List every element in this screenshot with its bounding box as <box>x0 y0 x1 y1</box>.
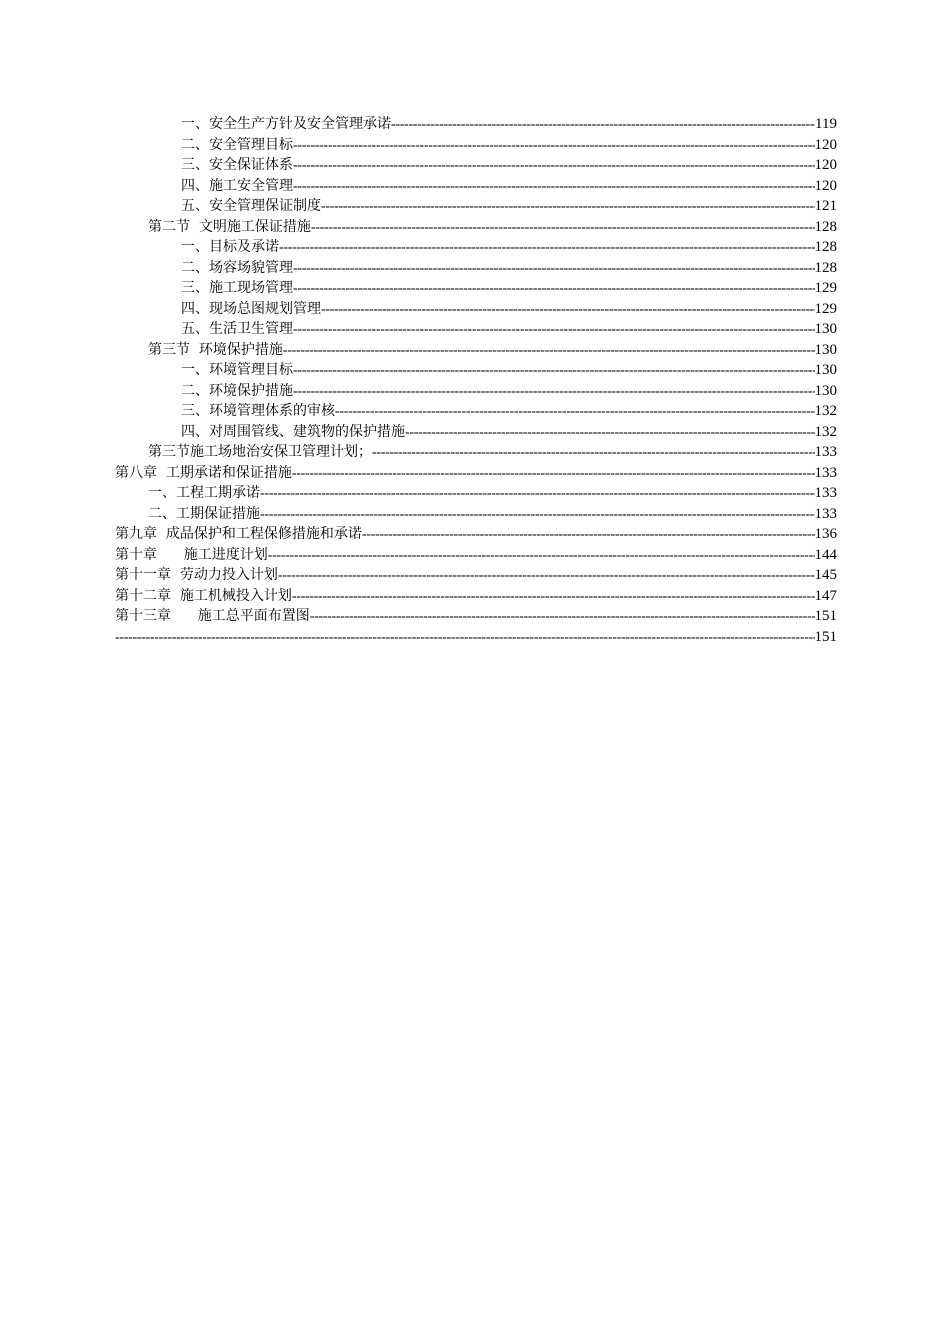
toc-dot-leader <box>115 628 815 649</box>
toc-dot-leader <box>283 341 815 362</box>
toc-entry[interactable] <box>115 258 837 279</box>
toc-entry-page-number: 120 <box>814 136 837 153</box>
toc-entry-page-number: 128 <box>814 239 837 255</box>
toc-entry-page-number: 129 <box>814 280 837 296</box>
toc-entry[interactable] <box>115 422 837 443</box>
toc-entry-title: 第三节 环境保护措施 <box>148 341 283 358</box>
toc-entry[interactable] <box>115 217 837 238</box>
toc-entry-page-number: 128 <box>814 218 837 235</box>
toc-dot-leader <box>391 115 815 136</box>
toc-dot-leader <box>405 423 815 444</box>
toc-entry-page-number: 130 <box>814 341 837 358</box>
toc-dot-leader <box>292 464 815 485</box>
toc-dot-leader <box>278 566 815 587</box>
toc-dot-leader <box>372 443 815 464</box>
toc-entry-page-number: 147 <box>814 587 837 604</box>
toc-entry-page-number: 133 <box>814 485 837 501</box>
toc-dot-leader <box>293 320 815 341</box>
toc-dot-leader <box>293 361 815 382</box>
toc-entry[interactable] <box>115 196 837 217</box>
toc-dot-leader <box>268 546 815 567</box>
toc-entry[interactable] <box>115 545 837 566</box>
toc-entry[interactable] <box>115 381 837 402</box>
toc-entry[interactable] <box>115 299 837 320</box>
toc-entry[interactable] <box>115 524 837 545</box>
toc-dot-leader <box>293 259 815 280</box>
toc-dot-leader <box>310 607 815 628</box>
toc-entry-title: 第十二章 施工机械投入计划 <box>115 587 292 604</box>
toc-dot-leader <box>362 525 815 546</box>
toc-entry[interactable] <box>115 176 837 197</box>
toc-entry-title: 二、场容场貌管理 <box>181 259 293 276</box>
toc-dot-leader <box>293 177 815 198</box>
toc-entry-title: 五、生活卫生管理 <box>181 321 293 337</box>
toc-entry-title: 一、工程工期承诺 <box>148 485 260 501</box>
toc-entry-page-number: 129 <box>814 300 837 317</box>
toc-entry[interactable] <box>115 627 837 648</box>
toc-entry[interactable] <box>115 135 837 156</box>
toc-entry[interactable] <box>115 237 837 258</box>
toc-entry-title: 二、工期保证措施 <box>148 505 260 522</box>
toc-entry-title: 第二节 文明施工保证措施 <box>148 218 311 235</box>
toc-entry-page-number: 151 <box>814 628 837 645</box>
toc-entry-title: 第十章 施工进度计划 <box>115 546 268 563</box>
toc-entry-title: 三、环境管理体系的审核 <box>181 403 335 419</box>
toc-dot-leader <box>260 505 815 526</box>
toc-entry[interactable] <box>115 360 837 381</box>
toc-entry-page-number: 132 <box>814 423 837 440</box>
toc-entry-page-number: 144 <box>814 546 837 563</box>
toc-entry[interactable] <box>115 442 837 463</box>
toc-entry-title: 一、安全生产方针及安全管理承诺 <box>181 116 391 132</box>
toc-entry-title: 第十三章 施工总平面布置图 <box>115 608 310 624</box>
toc-entry-title: 一、目标及承诺 <box>181 239 279 255</box>
toc-entry[interactable] <box>115 606 837 627</box>
table-of-contents <box>115 114 837 647</box>
toc-entry[interactable] <box>115 565 837 586</box>
toc-entry-page-number: 128 <box>814 259 837 276</box>
toc-entry-title: 第九章 成品保护和工程保修措施和承诺 <box>115 526 362 542</box>
toc-entry[interactable] <box>115 483 837 504</box>
toc-entry-page-number: 136 <box>814 526 837 542</box>
toc-entry-page-number: 120 <box>814 157 837 173</box>
toc-entry-page-number: 132 <box>814 403 837 419</box>
toc-entry[interactable] <box>115 463 837 484</box>
toc-dot-leader <box>321 300 815 321</box>
toc-entry-title: 四、对周围管线、建筑物的保护措施 <box>181 423 405 440</box>
toc-entry[interactable] <box>115 278 837 299</box>
toc-entry-title: 二、安全管理目标 <box>181 136 293 153</box>
toc-dot-leader <box>293 136 815 157</box>
toc-entry-page-number: 130 <box>814 362 837 378</box>
toc-entry-page-number: 120 <box>814 177 837 194</box>
toc-entry-page-number: 119 <box>815 116 837 132</box>
toc-entry-title: 第三节施工场地治安保卫管理计划； <box>148 444 372 460</box>
toc-dot-leader <box>321 197 815 218</box>
toc-entry-page-number: 121 <box>814 198 837 214</box>
toc-entry-title: 第十一章 劳动力投入计划 <box>115 567 278 583</box>
toc-entry-title: 四、施工安全管理 <box>181 177 293 194</box>
toc-dot-leader <box>260 484 815 505</box>
toc-entry[interactable] <box>115 155 837 176</box>
toc-entry-title: 三、施工现场管理 <box>181 280 293 296</box>
toc-entry-title: 四、现场总图规划管理 <box>181 300 321 317</box>
toc-dot-leader <box>293 279 815 300</box>
toc-dot-leader <box>279 238 815 259</box>
toc-dot-leader <box>292 587 815 608</box>
toc-entry-title: 第八章 工期承诺和保证措施 <box>115 464 292 481</box>
toc-entry[interactable] <box>115 586 837 607</box>
toc-entry-page-number: 133 <box>814 464 837 481</box>
toc-entry-page-number: 133 <box>814 505 837 522</box>
toc-entry-page-number: 130 <box>814 321 837 337</box>
toc-entry[interactable] <box>115 504 837 525</box>
toc-entry-page-number: 151 <box>814 608 837 624</box>
toc-dot-leader <box>293 382 815 403</box>
toc-entry-title: 三、安全保证体系 <box>181 157 293 173</box>
toc-entry[interactable] <box>115 114 837 135</box>
toc-entry[interactable] <box>115 340 837 361</box>
toc-entry[interactable] <box>115 401 837 422</box>
toc-entry-page-number: 145 <box>814 567 837 583</box>
toc-entry-page-number: 133 <box>814 444 837 460</box>
toc-entry-title: 五、安全管理保证制度 <box>181 198 321 214</box>
toc-entry-page-number: 130 <box>814 382 837 399</box>
toc-entry[interactable] <box>115 319 837 340</box>
toc-dot-leader <box>293 156 815 177</box>
toc-dot-leader <box>335 402 815 423</box>
toc-entry-title: 二、环境保护措施 <box>181 382 293 399</box>
toc-dot-leader <box>311 218 815 239</box>
toc-entry-title: 一、环境管理目标 <box>181 362 293 378</box>
